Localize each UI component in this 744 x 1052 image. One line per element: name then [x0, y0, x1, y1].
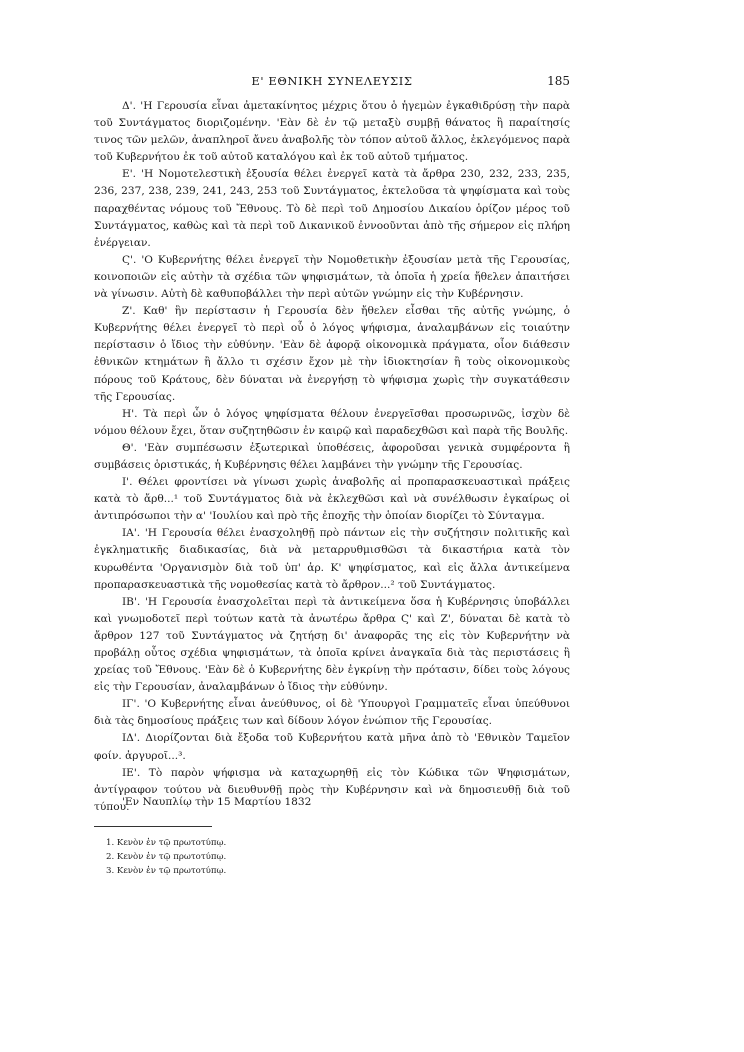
article-i: Ι'. Θέλει φροντίσει νὰ γίνωσι χωρὶς ἀναβολῆς αἱ προπαρασκευαστικαὶ πράξεις κατὰ τὸ ἄρθ...¹ τοῦ Συντάγματος διὰ νὰ ἐκλεχθῶσι καὶ νὰ συνέλθωσιν ἐγκαίρως οἱ ἀντιπρόσωποι τὴν α' 'Ιουλίου καὶ πρὸ τῆς ἐποχῆς τὴν ὁποίαν διορίζει τὸ Σύνταγμα.: [94, 476, 570, 523]
decree-body: [94, 98, 570, 816]
article-ib: ΙΒ'. 'Η Γερουσία ἐνασχολεῖται περὶ τὰ ἀντικείμενα ὅσα ἡ Κυβέρνησις ὑποβάλλει καὶ γνωμοδοτεῖ περὶ τούτων κατὰ τὰ ἀνωτέρω ἄρθρα Ϛ' καὶ Ζ', δύναται δὲ κατὰ τὸ ἄρθρον 127 τοῦ Συντάγματος νὰ ζητήσῃ δι' ἀναφορᾶς της εἰς τὸν Κυβερνήτην νὰ προβάλῃ οὗτος σχέδια ψηφισμάτων, τὰ ὁποῖα κρίνει ἀναγκαῖα διὰ τὰς περιστάσεις ἢ χρείας τοῦ Ἔθνους. 'Εὰν δὲ ὁ Κυβερνήτης δὲν ἐγκρίνῃ τὴν πρότασιν, δίδει τοὺς λόγους εἰς τὴν Γερουσίαν, ἀναλαμβάνων ὁ ἴδιος τὴν εὐθύνην.: [94, 595, 570, 694]
article-ia: ΙΑ'. 'Η Γερουσία θέλει ἐνασχοληθῇ πρὸ πάντων εἰς τὴν συζήτησιν πολιτικῆς καὶ ἐγκληματικῆς διαδικασίας, διὰ νὰ μεταρρυθμισθῶσι τὰ δικαστήρια κατὰ τὸν κυρωθέντα 'Οργανισμὸν διὰ τοῦ ὑπ' ἀρ. Κ' ψηφίσματος, καὶ εἰς ἄλλα ἀντικείμενα προπαρασκευαστικὰ τῆς νομοθεσίας κατὰ τὸ ἄρθρον...² τοῦ Συντάγματος.: [94, 527, 570, 591]
footnote-2: 2. Κενὸν ἐν τῷ πρωτοτύπῳ.: [106, 852, 227, 862]
article-st: Ϛ'. 'Ο Κυβερνήτης θέλει ἐνεργεῖ τὴν Νομοθετικὴν ἐξουσίαν μετὰ τῆς Γερουσίας, κοινοποιῶν εἰς αὐτὴν τὰ σχέδια τῶν ψηφισμάτων, τὰ ὁποῖα ἡ χρεία ἤθελεν ἀπαιτήσει νὰ γίνωσιν. Αὐτὴ δὲ καθυποβάλλει τὴν περὶ αὐτῶν γνώμην εἰς τὴν Κυβέρνησιν.: [94, 253, 570, 301]
article-id: ΙΔ'. Διορίζονται διὰ ἔξοδα τοῦ Κυβερνήτου κατὰ μῆνα ἀπὸ τὸ 'Εθνικὸν Ταμεῖον φοίν. ἀργυροῖ...³.: [94, 732, 570, 762]
article-e: Ε'. 'Η Νομοτελεστικὴ ἐξουσία θέλει ἐνεργεῖ κατὰ τὰ ἄρθρα 230, 232, 233, 235, 236, 237, 238, 239, 241, 243, 253 τοῦ Συντάγματος, ἐκτελοῦσα τὰ ψηφίσματα καὶ τοὺς παραχθέντας νόμους τοῦ Ἔθνους. Τὸ δὲ περὶ τοῦ Δημοσίου Δικαίου ὁρίζον μέρος τοῦ Συντάγματος, καθὼς καὶ τὰ περὶ τοῦ Δικανικοῦ ἐννοοῦνται ἀπὸ τῆς σήμερον εἰς πλήρη ἐνέργειαν.: [94, 168, 570, 249]
footnote-1: 1. Κενὸν ἐν τῷ πρωτοτύπῳ.: [106, 838, 227, 848]
page-number: 185: [547, 74, 570, 88]
article-th: Θ'. 'Εὰν συμπέσωσιν ἐξωτερικαὶ ὑποθέσεις, ἀφοροῦσαι γενικὰ συμφέροντα ἢ συμβάσεις ὁριστικάς, ἡ Κυβέρνησις θέλει λαμβάνει τὴν γνώμην τῆς Γερουσίας.: [94, 441, 570, 471]
footnote-divider: [94, 826, 212, 827]
place-date-signoff: 'Εν Ναυπλίῳ τὴν 15 Μαρτίου 1832: [122, 796, 312, 808]
running-title: Ε' ΕΘΝΙΚΗ ΣΥΝΕΛΕΥΣΙΣ: [251, 74, 413, 88]
article-z: Ζ'. Καθ' ἣν περίστασιν ἡ Γερουσία δὲν ἤθελεν εἶσθαι τῆς αὐτῆς γνώμης, ὁ Κυβερνήτης θέλει ἐνεργεῖ τὸ περὶ οὗ ὁ λόγος ψήφισμα, ἀναλαμβάνων εἰς τοιαύτην περίστασιν ὁ ἴδιος τὴν εὐθύνην. 'Εὰν δὲ ἀφορᾷ οἰκονομικὰ πράγματα, οἷον διάθεσιν ἐθνικῶν κτημάτων ἢ ἄλλο τι σχέσιν ἔχον μὲ τὴν ἰδιοκτησίαν ἢ τοὺς οἰκονομικοὺς πόρους τοῦ Κράτους, δὲν δύναται νὰ ἐνεργήσῃ τὸ ψήφισμα χωρὶς τὴν συγκατάθεσιν τῆς Γερουσίας.: [94, 305, 570, 403]
footnotes: [106, 836, 226, 878]
article-ig: ΙΓ'. 'Ο Κυβερνήτης εἶναι ἀνεύθυνος, οἱ δὲ 'Υπουργοὶ Γραμματεῖς εἶναι ὑπεύθυνοι διὰ τὰς δημοσίους πράξεις των καὶ δίδουν λόγον ἐνώπιον τῆς Γερουσίας.: [94, 698, 570, 728]
page-header: [94, 74, 570, 92]
footnote-3: 3. Κενὸν ἐν τῷ πρωτοτύπῳ.: [106, 866, 227, 876]
article-ie: ΙΕ'. Τὸ παρὸν ψήφισμα νὰ καταχωρηθῇ εἰς τὸν Κώδικα τῶν Ψηφισμάτων, ἀντίγραφον τούτου νὰ διευθυνθῇ πρὸς τὴν Κυβέρνησιν καὶ νὰ δημοσιευθῇ διὰ τοῦ τύπου.: [94, 766, 570, 813]
article-h: Η'. Τὰ περὶ ὧν ὁ λόγος ψηφίσματα θέλουν ἐνεργεῖσθαι προσωρινῶς, ἰσχὺν δὲ νόμου θέλουν ἔχει, ὅταν συζητηθῶσιν ἐν καιρῷ καὶ παραδεχθῶσι καὶ παρὰ τῆς Βουλῆς.: [94, 407, 570, 437]
article-d: Δ'. 'Η Γερουσία εἶναι ἀμετακίνητος μέχρις ὅτου ὁ ἡγεμὼν ἐγκαθιδρύσῃ τὴν παρὰ τοῦ Συντάγματος διοριζομένην. 'Εὰν δὲ ἐν τῷ μεταξὺ συμβῇ θάνατος ἢ παραίτησίς τινος τῶν μελῶν, ἀναπληροῖ ἄνευ ἀναβολῆς τὸν τόπον αὐτοῦ ἄλλος, ἐκλεγόμενος παρὰ τοῦ Κυβερνήτου ἐκ τοῦ αὐτοῦ καταλόγου καὶ ἐκ τοῦ αὐτοῦ τμήματος.: [94, 100, 570, 164]
